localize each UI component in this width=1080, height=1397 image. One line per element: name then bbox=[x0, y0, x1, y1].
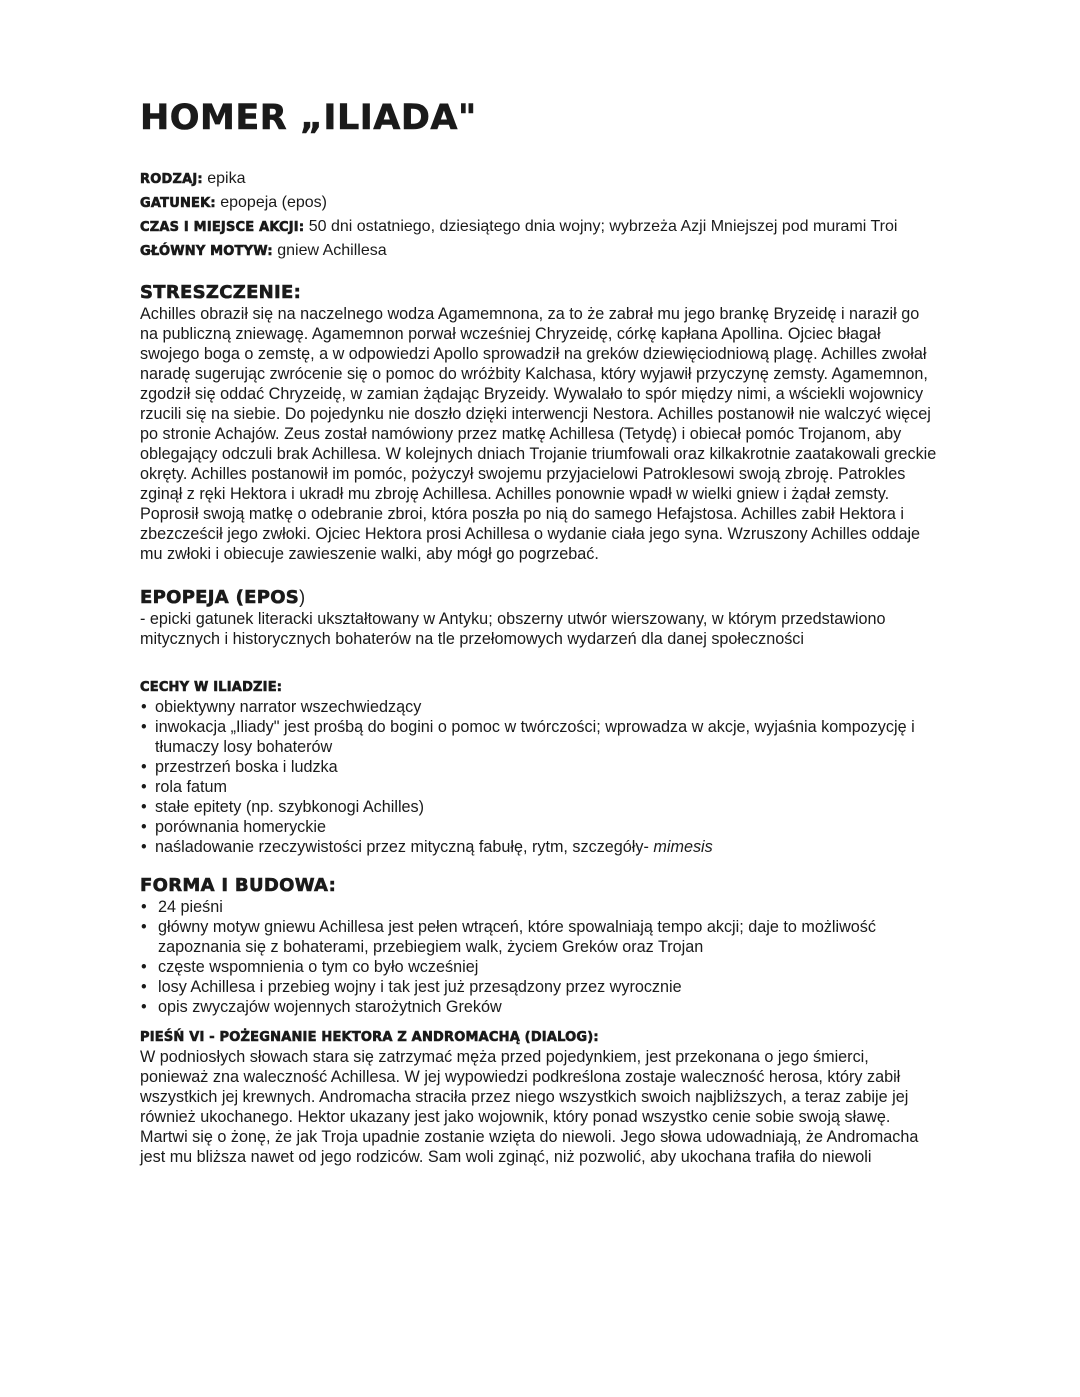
meta-value: epika bbox=[202, 170, 246, 187]
list-item: • stałe epitety (np. szybkonogi Achilles) bbox=[140, 797, 940, 817]
dialog-paragraph: W podniosłych słowach stara się zatrzymać męża przed pojedynkiem, jest przekonana o jego śmierci, ponieważ zna waleczność Achillesa. W jej wypowiedzi podkreślona zostaje waleczność herosa, który zabił wszystkich jej krewnych. Andromacha straciła przez niego wszystkich swoich najbliższych, a teraz zabije jej również ukochanego. Hektor ukazany jest jako wojownik, który ponad wszystko cenie sobie swoją sławę. Martwi się o żonę, że jak Troja upadnie zostanie wzięta do niewoli. Jego słowa udowadniają, że Andromacha jest mu bliższa nawet od jego rodziców. Sam woli zginąć, niż pozwolić, aby ukochana trafiła do niewoli bbox=[140, 1048, 919, 1166]
meta-row-glowny-motyw bbox=[140, 241, 940, 262]
section-heading: FORMA I BUDOWA: bbox=[140, 875, 337, 896]
list-item: • inwokacja „Iliady" jest prośbą do bogini o pomoc w twórczości; wprowadza w akcje, wyjaśnia kompozycję i tłumaczy losy bohaterów bbox=[140, 717, 940, 757]
meta-label: CZAS I MIEJSCE AKCJI: bbox=[140, 220, 305, 235]
section-streszczenie bbox=[140, 282, 940, 564]
meta-value: gniew Achillesa bbox=[272, 242, 387, 259]
section-heading: STRESZCZENIE: bbox=[140, 282, 302, 303]
features-list bbox=[140, 697, 940, 857]
summary-paragraph: Achilles obraził się na naczelnego wodza Agamemnona, za to że zabrał mu jego brankę Bryzeidę i naraził go na publiczną zniewagę. Agamemnon porwał wcześniej Chryzeidę, córkę kapłana Apollina. Ojciec błagał swojego boga o zemstę, a w odpowiedzi Apollo sprowadził na greków dziewięciodniową plagę. Achilles zwołał naradę sugerując zwrócenie się o pomoc do wróżbity Kalchasa, który wyjawił przyczynę zemsty. Agamemnon, zgodził się oddać Chryzeidę, w zamian żądając Bryzeidy. Wywalało to spór między nimi, a wściekli wojownicy rzucili się na siebie. Do pojedynku nie doszło dzięki interwencji Nestora. Achilles postanowił nie walczyć więcej po stronie Achajów. Zeus został namówiony przez matkę Achillesa (Tetydę) i obiecał pomóc Trojanom, aby oblegający odczuli brak Achillesa. W kolejnych dniach Trojanie triumfowali oraz kilkakrotnie zaatakowali greckie okręty. Achilles postanowił im pomóc, pożyczył swojemu przyjacielowi Patroklesowi swoją zbroję. Patrokles zginął z ręki Hektora i ukradł mu zbroję Achillesa. Achilles ponownie wpadł w wielki gniew i żądał zemsty. Poprosił swoją matkę o odebranie zbroi, która poszła po nią do samego Hefajstosa. Achilles zabił Hektora i zbezcześcił jego zwłoki. Ojciec Hektora prosi Achillesa o wydanie ciała jego syna. Wzruszony Achilles oddaje mu zwłoki i obiecuje zawieszenie walki, aby mógł go pogrzebać. bbox=[140, 305, 937, 563]
section-forma bbox=[140, 875, 940, 1017]
meta-label: GATUNEK: bbox=[140, 196, 216, 211]
document-title: HOMER „ILIADA" bbox=[140, 98, 477, 138]
section-piesn-vi bbox=[140, 1029, 940, 1167]
meta-value: 50 dni ostatniego, dziesiątego dnia wojny; wybrzeża Azji Mniejszej pod murami Troi bbox=[304, 218, 898, 235]
list-item: • 24 pieśni bbox=[140, 897, 940, 917]
list-item: • losy Achillesa i przebieg wojny i tak jest już przesądzony przez wyrocznie bbox=[140, 977, 940, 997]
meta-row-rodzaj bbox=[140, 169, 940, 190]
list-item: • główny motyw gniewu Achillesa jest pełen wtrąceń, które spowalniają tempo akcji; daje to możliwość zapoznania się z bohaterami, przebiegiem walk, życiem Greków oraz Trojan bbox=[140, 917, 940, 957]
subsection-heading: PIEŚŃ VI - POŻEGNANIE HEKTORA Z ANDROMACHĄ (DIALOG): bbox=[140, 1030, 599, 1045]
section-heading bbox=[140, 586, 940, 609]
list-item: • częste wspomnienia o tym co było wcześniej bbox=[140, 957, 940, 977]
metadata-block bbox=[140, 169, 940, 262]
list-item: • rola fatum bbox=[140, 777, 940, 797]
meta-row-czas-miejsce bbox=[140, 217, 940, 238]
list-item-italic: mimesis bbox=[653, 838, 713, 856]
heading-paren: ) bbox=[299, 587, 306, 607]
list-item: • porównania homeryckie bbox=[140, 817, 940, 837]
meta-label: GŁÓWNY MOTYW: bbox=[140, 244, 273, 259]
subsection-heading: CECHY W ILIADZIE: bbox=[140, 680, 283, 695]
meta-value: epopeja (epos) bbox=[215, 194, 327, 211]
meta-row-gatunek bbox=[140, 193, 940, 214]
list-item: • przestrzeń boska i ludzka bbox=[140, 757, 940, 777]
structure-list bbox=[140, 897, 940, 1017]
heading-text: EPOPEJA (EPOS bbox=[140, 587, 300, 608]
list-item bbox=[140, 837, 940, 857]
meta-label: RODZAJ: bbox=[140, 172, 203, 187]
definition-paragraph: - epicki gatunek literacki ukształtowany w Antyku; obszerny utwór wierszowany, w którym przedstawiono mitycznych i historycznych bohaterów na tle przełomowych wydarzeń dla danej społeczności bbox=[140, 610, 886, 648]
section-epopeja bbox=[140, 586, 940, 649]
document-page bbox=[140, 96, 940, 1167]
list-item: • opis zwyczajów wojennych starożytnich Greków bbox=[140, 997, 940, 1017]
list-item: • obiektywny narrator wszechwiedzący bbox=[140, 697, 940, 717]
section-cechy bbox=[140, 679, 940, 857]
list-item-text: naśladowanie rzeczywistości przez mityczną fabułę, rytm, szczegóły- bbox=[155, 838, 654, 856]
